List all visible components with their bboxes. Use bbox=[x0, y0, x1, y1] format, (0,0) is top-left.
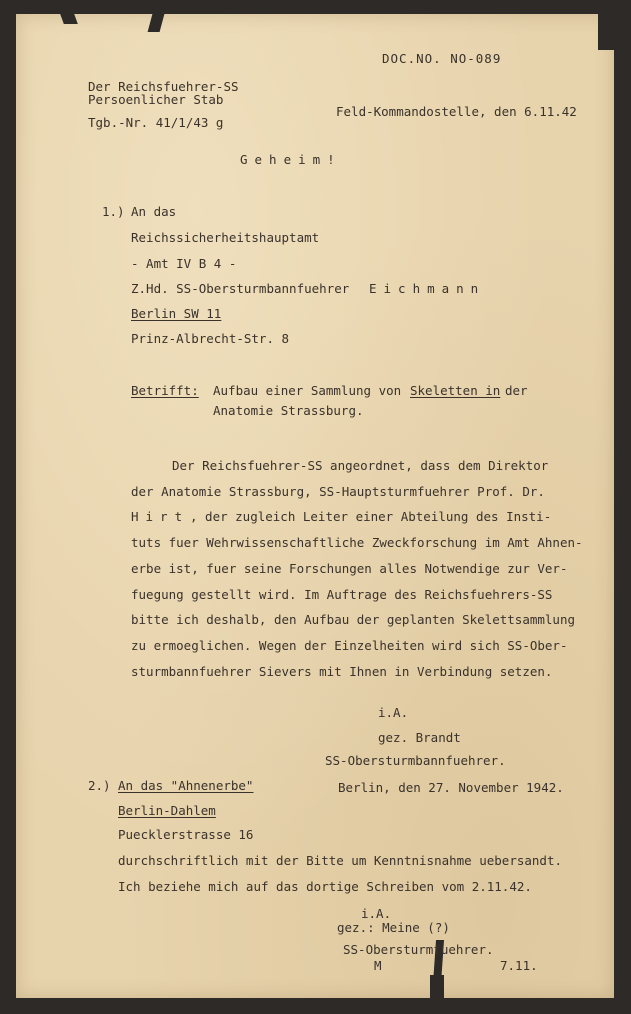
signature-2-rank: SS-Obersturmfuehrer. bbox=[343, 942, 494, 957]
signature-2-ia: i.A. bbox=[361, 906, 392, 921]
subject-label: Betrifft: bbox=[131, 383, 199, 398]
recipient-1-line-4-name: Eichmann bbox=[369, 281, 486, 296]
paper-tear bbox=[598, 14, 614, 50]
body-line-3-rest: , der zugleich Leiter einer Abteilung des Insti- bbox=[190, 509, 552, 524]
recipient-2-number: 2.) bbox=[88, 778, 111, 793]
recipient-1-line-2: Reichssicherheitshauptamt bbox=[131, 230, 320, 245]
recipient-1-line-4-prefix: Z.Hd. SS-Obersturmbannfuehrer bbox=[131, 281, 350, 296]
sender-line-1: Der Reichsfuehrer-SS bbox=[88, 79, 239, 94]
recipient-1-line-5: Berlin SW 11 bbox=[131, 306, 222, 321]
reference-number: Tgb.-Nr. 41/1/43 g bbox=[88, 115, 224, 130]
recipient-2-line-3: Puecklerstrasse 16 bbox=[118, 827, 254, 842]
paper-tear bbox=[430, 975, 444, 998]
body-line-1: Der Reichsfuehrer-SS angeordnet, dass dem Direktor bbox=[172, 458, 549, 473]
signature-2-signed: gez.: Meine (?) bbox=[337, 920, 450, 935]
subject-line-1a: Aufbau einer Sammlung von bbox=[213, 383, 402, 398]
body-line-8: zu ermoeglichen. Wegen der Einzelheiten wird sich SS-Ober- bbox=[131, 638, 568, 653]
sender-line-2: Persoenlicher Stab bbox=[88, 92, 224, 107]
signature-1-rank: SS-Obersturmbannfuehrer. bbox=[325, 753, 506, 768]
body-line-2: der Anatomie Strassburg, SS-Hauptsturmfuehrer Prof. Dr. bbox=[131, 484, 545, 499]
recipient-1-line-3: - Amt IV B 4 - bbox=[131, 256, 237, 271]
signature-2-initial: M bbox=[374, 958, 382, 973]
subject-line-1b: Skeletten in bbox=[410, 383, 501, 398]
recipient-2-date: Berlin, den 27. November 1942. bbox=[338, 780, 564, 795]
recipient-2-line-5: Ich beziehe mich auf das dortige Schreiben vom 2.11.42. bbox=[118, 879, 532, 894]
recipient-2-line-4: durchschriftlich mit der Bitte um Kenntnisnahme uebersandt. bbox=[118, 853, 563, 868]
body-line-5: erbe ist, fuer seine Forschungen alles Notwendige zur Ver- bbox=[131, 561, 568, 576]
body-line-9: sturmbannfuehrer Sievers mit Ihnen in Verbindung setzen. bbox=[131, 664, 553, 679]
recipient-1-line-1: An das bbox=[131, 204, 177, 219]
body-line-3-name: Hirt bbox=[131, 509, 190, 524]
subject-line-1c: der bbox=[505, 383, 528, 398]
signature-1-signed: gez. Brandt bbox=[378, 730, 461, 745]
recipient-2-line-2: Berlin-Dahlem bbox=[118, 803, 216, 818]
body-line-6: fuegung gestellt wird. Im Auftrage des Reichsfuehrers-SS bbox=[131, 587, 553, 602]
signature-2-date-fragment: 7.11. bbox=[500, 958, 538, 973]
place-date: Feld-Kommandostelle, den 6.11.42 bbox=[336, 104, 577, 119]
body-line-4: tuts fuer Wehrwissenschaftliche Zweckforschung im Amt Ahnen- bbox=[131, 535, 583, 550]
recipient-1-number: 1.) bbox=[102, 204, 125, 219]
subject-line-2: Anatomie Strassburg. bbox=[213, 403, 364, 418]
recipient-2-line-1: An das "Ahnenerbe" bbox=[118, 778, 254, 793]
signature-1-ia: i.A. bbox=[378, 705, 409, 720]
recipient-1-line-6: Prinz-Albrecht-Str. 8 bbox=[131, 331, 290, 346]
classification: Geheim! bbox=[240, 152, 342, 167]
body-line-7: bitte ich deshalb, den Aufbau der geplanten Skelettsammlung bbox=[131, 612, 576, 627]
document-number: DOC.NO. NO-089 bbox=[382, 51, 502, 66]
